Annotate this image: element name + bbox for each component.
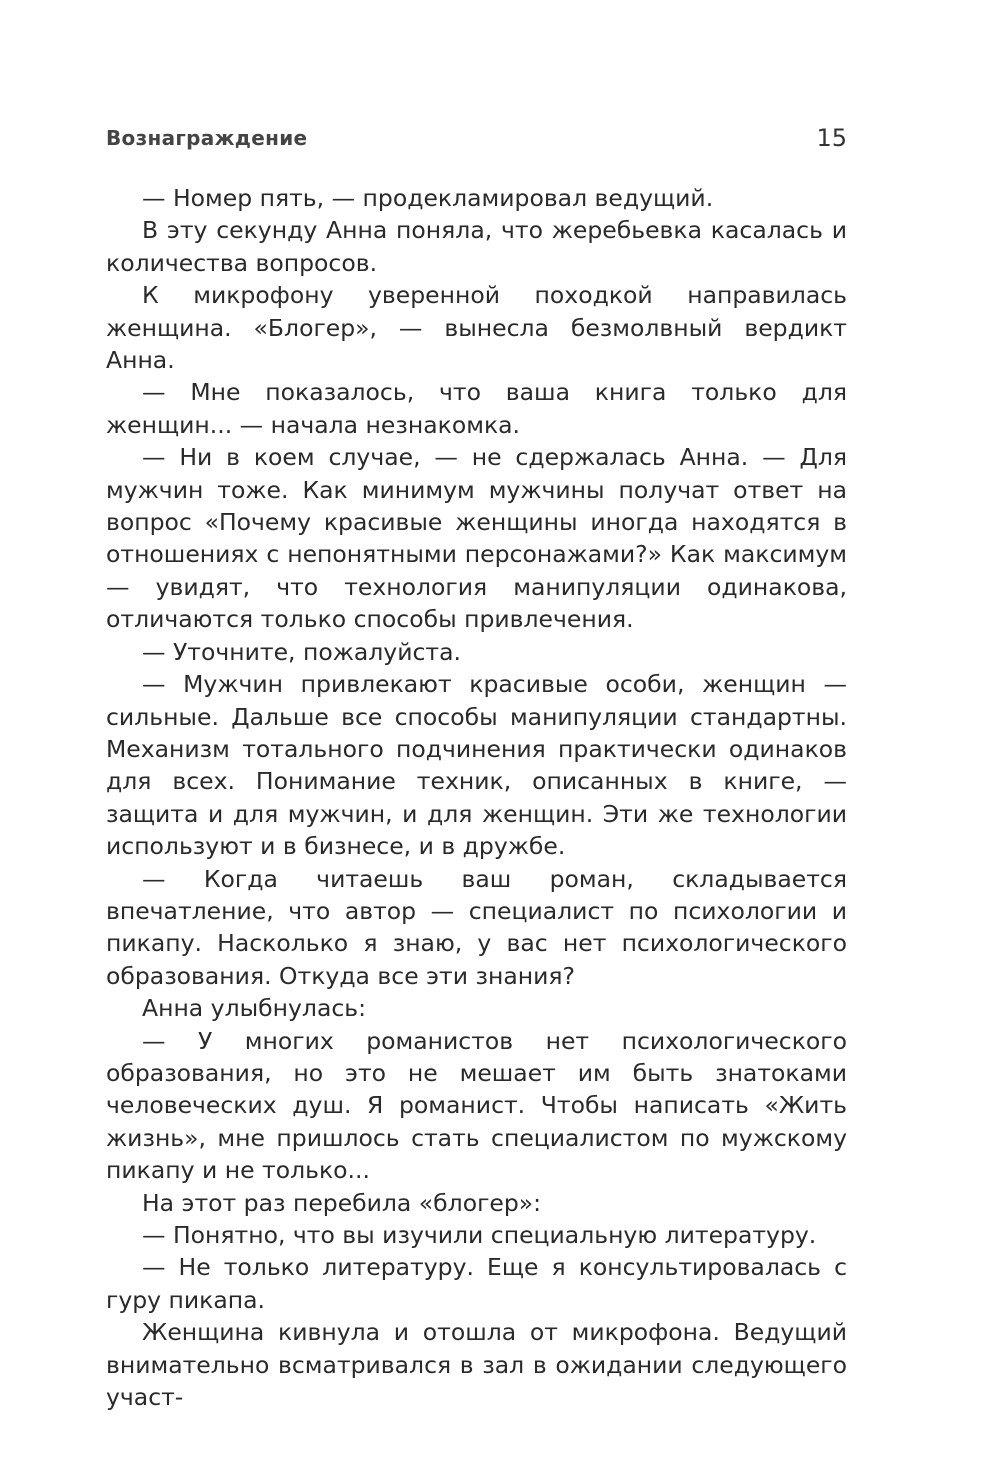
- paragraph: — Уточните, пожалуйста.: [142, 637, 461, 666]
- paragraph: К микрофону уверенной походкой направилась женщина. «Блогер», — вынесла безмолвный вердикт Анна.: [106, 281, 847, 375]
- paragraph: — Ни в коем случае, — не сдержалась Анна. — Для мужчин тоже. Как минимум мужчины получат ответ на вопрос «Почему красивые женщины иногда находятся в отношениях с непонятными персонажами?» Как максимум — увидят, что технология манипуляции одинакова, отличаются только способы привлечения.: [106, 443, 847, 634]
- chapter-title: Вознаграждение: [106, 126, 308, 150]
- paragraph: — Когда читаешь ваш роман, складывается впечатление, что автор — специалист по психологии и пикапу. Насколько я знаю, у вас нет психологического образования. Откуда все эти знания?: [106, 864, 847, 990]
- body-text: [106, 182, 847, 1413]
- paragraph: — Номер пять, — продекламировал ведущий.: [142, 184, 714, 212]
- paragraph: — Не только литературу. Еще я консультировалась с гуру пикапа.: [106, 1253, 847, 1314]
- page-number: 15: [816, 124, 847, 152]
- paragraph: Анна улыбнулась:: [142, 994, 367, 1023]
- paragraph: — У многих романистов нет психологического образования, но это не мешает им быть знатоками человеческих душ. Я романист. Чтобы написать «Жить жизнь», мне пришлось стать специалистом по мужскому пикапу и не только...: [106, 1026, 847, 1185]
- paragraph: На этот раз перебила «блогер»:: [142, 1188, 542, 1217]
- paragraph: В эту секунду Анна поняла, что жеребьевка касалась и количества вопросов.: [106, 216, 847, 277]
- paragraph: — Мне показалось, что ваша книга только для женщин... — начала незнакомка.: [106, 378, 847, 439]
- paragraph: — Мужчин привлекают красивые особи, женщин — сильные. Дальше все способы манипуляции стандартны. Механизм тотального подчинения практически одинаков для всех. Понимание техник, описанных в книге, — защита и для мужчин, и для женщин. Эти же технологии используют и в бизнесе, и в дружбе.: [106, 670, 847, 861]
- paragraph: — Понятно, что вы изучили специальную литературу.: [142, 1221, 817, 1249]
- running-head: [106, 126, 847, 156]
- paragraph: Женщина кивнула и отошла от микрофона. Ведущий внимательно всматривался в зал в ожидании следующего участ-: [106, 1318, 847, 1412]
